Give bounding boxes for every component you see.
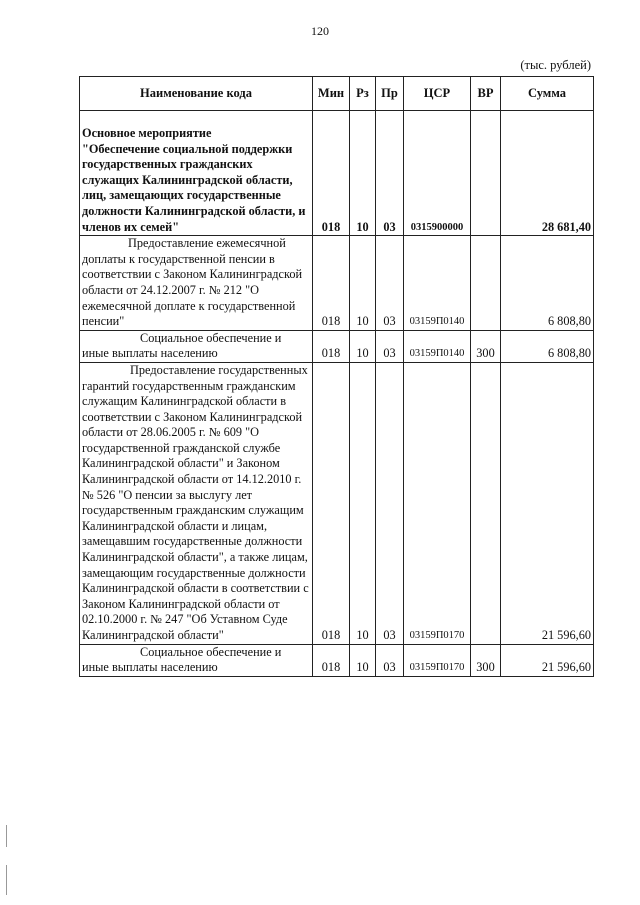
row-min: 018: [313, 330, 350, 362]
row-sum: 6 808,80: [501, 330, 594, 362]
table-row: [80, 111, 594, 236]
row-pr: 03: [376, 111, 404, 236]
header-pr: Пр: [376, 77, 404, 111]
row-rz: 10: [350, 111, 376, 236]
table-row: [80, 330, 594, 362]
row-csr: 03159П0170: [404, 644, 471, 676]
row-pr: 03: [376, 330, 404, 362]
row-vr: [471, 362, 501, 644]
row-vr: [471, 236, 501, 331]
row-min: 018: [313, 111, 350, 236]
row-sum: 21 596,60: [501, 362, 594, 644]
row-csr: 03159П0140: [404, 236, 471, 331]
row-sum: 6 808,80: [501, 236, 594, 331]
table-row: [80, 362, 594, 644]
units-label: (тыс. рублей): [520, 58, 591, 72]
row-name: Предоставление государственных гарантий государственным гражданским служащим Калининградской области в соответствии с Законом Калининградской области от 28.06.2005 г. № 609 "О государственной гражданской службе Калининградской области" и Законом Калининградской области от 14.12.2010 г. № 526 "О пенсии за выслугу лет государственным гражданским служащим Калининградской области и лицам, замещавшим государственные должности Калининградской области", а также лицам, замещающим государственные должности Калининградской области в соответствии с Законом Калининградской области от 02.10.2000 г. № 247 "Об Уставном Суде Калининградской области": [80, 362, 313, 644]
row-name: Социальное обеспечение и иные выплаты населению: [80, 330, 313, 362]
header-row: [80, 77, 594, 111]
header-name: Наименование кода: [80, 77, 313, 111]
budget-table: [79, 76, 594, 677]
row-vr: 300: [471, 330, 501, 362]
row-sum: 21 596,60: [501, 644, 594, 676]
header-csr: ЦСР: [404, 77, 471, 111]
row-csr: 03159П0140: [404, 330, 471, 362]
row-name: Предоставление ежемесячной доплаты к государственной пенсии в соответствии с Законом Калининградской области от 24.12.2007 г. № 212 "О ежемесячной доплате к государственной пенсии": [80, 236, 313, 331]
row-csr: 03159П0170: [404, 362, 471, 644]
scan-margin-mark: [6, 865, 7, 895]
row-vr: [471, 111, 501, 236]
row-min: 018: [313, 362, 350, 644]
row-rz: 10: [350, 236, 376, 331]
row-name: Основное мероприятие "Обеспечение социальной поддержки государственных гражданских служащих Калининградской области, лиц, замещающих государственные должности Калининградской области, и членов их семей": [80, 111, 313, 236]
row-min: 018: [313, 236, 350, 331]
row-rz: 10: [350, 644, 376, 676]
header-sum: Сумма: [501, 77, 594, 111]
page-number: 120: [311, 24, 329, 38]
header-vr: ВР: [471, 77, 501, 111]
row-csr: 0315900000: [404, 111, 471, 236]
table-row: [80, 236, 594, 331]
row-min: 018: [313, 644, 350, 676]
row-rz: 10: [350, 362, 376, 644]
row-sum: 28 681,40: [501, 111, 594, 236]
row-name: Социальное обеспечение и иные выплаты населению: [80, 644, 313, 676]
header-rz: Рз: [350, 77, 376, 111]
row-pr: 03: [376, 644, 404, 676]
row-pr: 03: [376, 236, 404, 331]
row-pr: 03: [376, 362, 404, 644]
row-vr: 300: [471, 644, 501, 676]
table-row: [80, 644, 594, 676]
header-min: Мин: [313, 77, 350, 111]
row-rz: 10: [350, 330, 376, 362]
scan-margin-mark: [6, 825, 7, 847]
